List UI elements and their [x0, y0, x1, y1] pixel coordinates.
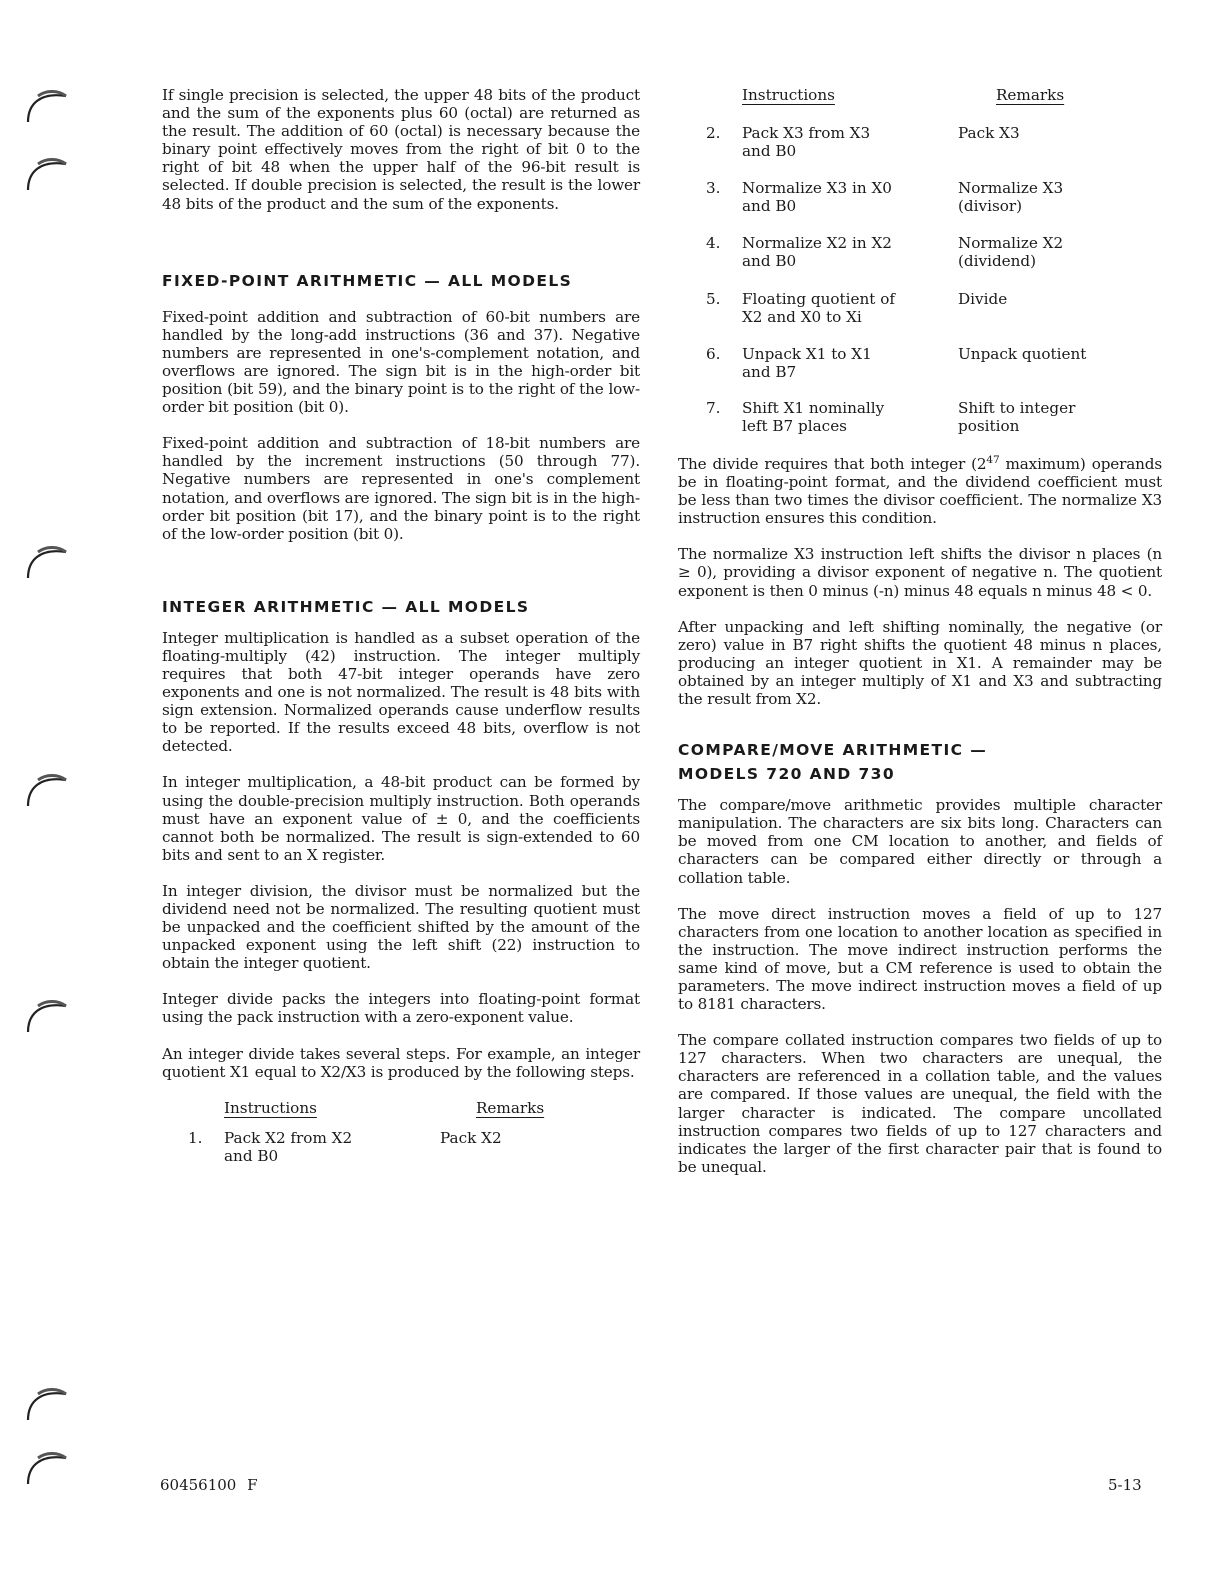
- step-remark: Unpack quotient: [958, 345, 1087, 363]
- document-revision: F: [247, 1476, 258, 1494]
- step-instruction: X2 and X0 to Xi: [742, 308, 862, 327]
- step-remark: Normalize X2: [958, 234, 1064, 252]
- step-number: 4.: [706, 234, 721, 252]
- step-instruction: and B0: [224, 1146, 279, 1165]
- divide-text: The divide requires that both integer (2: [678, 455, 987, 473]
- table-row: [162, 1129, 640, 1169]
- steps-table-part-2: [678, 86, 1162, 455]
- step-instruction: and B0: [742, 197, 797, 216]
- step-remark: Shift to integer: [958, 399, 1076, 417]
- step-number: 7.: [706, 399, 721, 417]
- paragraph-move-direct: The move direct instruction moves a field of up to 127 characters from one location to another location as specified in the instruction. The move indirect instruction performs the same kind of move, but a CM reference is used to obtain the parameters. The move indirect instruction moves a field of up to 8181 characters.: [678, 904, 1162, 1014]
- step-remark: Pack X2: [440, 1128, 502, 1147]
- step-number: 6.: [706, 345, 721, 363]
- paragraph-integer-pack: Integer divide packs the integers into floating-point format using the pack instruction with a zero-exponent value.: [162, 990, 640, 1027]
- left-column: [162, 86, 640, 1169]
- step-instruction: Shift X1 nominally: [742, 399, 885, 417]
- step-instruction: and B7: [742, 363, 797, 382]
- paragraph-single-precision: If single precision is selected, the upper 48 bits of the product and the sum of the exponents plus 60 (octal) are returned as the result. The addition of 60 (octal) is necessary because the binary point effectively moves from the right of bit 0 to the right of bit 48 when the upper half of the 96-bit result is selected. If double precision is selected, the result is the lower 48 bits of the product and the sum of the exponents.: [162, 86, 640, 213]
- paragraph-unpack-shift: After unpacking and left shifting nominally, the negative (or zero) value in B7 right shifts the quotient 48 minus n places, producing an integer quotient in X1. A remainder may be obtained by an integer multiply of X1 and X3 and subtracting the result from X2.: [678, 617, 1162, 709]
- step-instruction: and B0: [742, 142, 797, 161]
- step-remark: Pack X3: [958, 124, 1020, 142]
- table-row: [678, 345, 1162, 399]
- step-remark: (dividend): [958, 252, 1037, 271]
- step-instruction: Pack X2 from X2: [224, 1128, 353, 1147]
- section-heading-integer: INTEGER ARITHMETIC — ALL MODELS: [162, 597, 530, 616]
- table-row: [678, 399, 1162, 455]
- steps-table-part-1: [162, 1099, 640, 1169]
- heading-line: COMPARE/MOVE ARITHMETIC —: [678, 741, 988, 760]
- table-header: [162, 1099, 640, 1129]
- paragraph-compare-move: The compare/move arithmetic provides multiple character manipulation. The characters are six bits long. Characters can be moved from one CM location to another, and fields of characters can be compared either directly or through a collation table.: [678, 796, 1162, 887]
- table-header-instructions: Instructions: [742, 86, 835, 104]
- step-instruction: Normalize X2 in X2: [742, 234, 892, 252]
- page-number: 5-13: [1108, 1476, 1142, 1494]
- heading-line: MODELS 720 AND 730: [678, 765, 896, 784]
- step-instruction: Pack X3 from X3: [742, 124, 871, 142]
- table-header-remarks: Remarks: [996, 86, 1065, 104]
- table-row: [678, 124, 1162, 179]
- step-number: 1.: [188, 1128, 203, 1147]
- table-row: [678, 234, 1162, 290]
- section-heading-fixed-point: FIXED-POINT ARITHMETIC — ALL MODELS: [162, 271, 573, 290]
- divide-text: maximum) operands be in floating-point format, and the dividend coefficient must be less than two times the divisor coefficient. The normalize X3 instruction ensures this condition.: [678, 455, 1162, 528]
- paragraph-divide-requirements: [678, 455, 1162, 527]
- table-header-remarks: Remarks: [476, 1098, 545, 1117]
- paragraph-compare-collated: The compare collated instruction compares two fields of up to 127 characters. When two characters are unequal, the characters are referenced in a collation table, and the values are compared. If those values are unequal, the field with the larger character is indicated. The compare uncollated instruction compares two fields of up to 127 characters and indicates the larger of the first character pair that is found to be unequal.: [678, 1031, 1162, 1176]
- step-remark: Divide: [958, 290, 1008, 308]
- step-remark: position: [958, 417, 1020, 436]
- step-instruction: Floating quotient of: [742, 290, 895, 308]
- step-instruction: Unpack X1 to X1: [742, 345, 872, 363]
- paragraph-integer-multiplication: Integer multiplication is handled as a subset operation of the floating-multiply (42) instruction. The integer multiply requires that both 47-bit integer operands have zero exponents and one is not normalized. The result is 48 bits with sign extension. Normalized operands cause underflow results to be reported. If the results exceed 48 bits, overflow is not detected.: [162, 628, 640, 756]
- step-instruction: and B0: [742, 252, 797, 271]
- paragraph-integer-steps: An integer divide takes several steps. For example, an integer quotient X1 equal to X2/X3 is produced by the following steps.: [162, 1044, 640, 1081]
- table-row: [678, 290, 1162, 345]
- binder-hole-icon: [24, 766, 72, 814]
- section-heading-compare-move: [678, 738, 1162, 786]
- step-instruction: left B7 places: [742, 417, 847, 436]
- step-number: 2.: [706, 124, 721, 142]
- binder-hole-icon: [24, 538, 72, 586]
- binder-hole-icon: [24, 1380, 72, 1428]
- step-number: 5.: [706, 290, 721, 308]
- document-number: 60456100: [160, 1476, 237, 1494]
- step-number: 3.: [706, 179, 721, 197]
- paragraph-fixed-point-60-bit: Fixed-point addition and subtraction of 60-bit numbers are handled by the long-add instructions (36 and 37). Negative numbers are represented in one's-complement notation, and overflows are ignored. The sign bit is in the high-order bit position (bit 59), and the binary point is to the right of the low-order bit position (bit 0).: [162, 307, 640, 417]
- exponent-superscript: 47: [986, 453, 1000, 466]
- step-instruction: Normalize X3 in X0: [742, 179, 892, 197]
- step-remark: (divisor): [958, 197, 1023, 216]
- right-column: [678, 86, 1162, 1176]
- paragraph-integer-double-precision: In integer multiplication, a 48-bit product can be formed by using the double-precision multiply instruction. Both operands must have an exponent value of ± 0, and the coefficients cannot both be normalized. The result is sign-extended to 60 bits and sent to an X register.: [162, 773, 640, 864]
- paragraph-fixed-point-18-bit: Fixed-point addition and subtraction of 18-bit numbers are handled by the increment instructions (50 through 77). Negative numbers are represented in one's complement notation, and overflows are ignored. The sign bit is in the high-order bit position (bit 17), and the binary point is to the right of the low-order position (bit 0).: [162, 434, 640, 543]
- table-header-instructions: Instructions: [224, 1098, 317, 1117]
- binder-hole-icon: [24, 1444, 72, 1492]
- binder-hole-icon: [24, 82, 72, 130]
- step-remark: Normalize X3: [958, 179, 1064, 197]
- binder-hole-icon: [24, 150, 72, 198]
- footer-doc-id: [160, 1476, 258, 1494]
- paragraph-normalize-x3: The normalize X3 instruction left shifts the divisor n places (n ≥ 0), providing a divisor exponent of negative n. The quotient exponent is then 0 minus (-n) minus 48 equals n minus 48 < 0.: [678, 545, 1162, 600]
- table-header: [678, 86, 1162, 124]
- binder-hole-icon: [24, 992, 72, 1040]
- paragraph-integer-division: In integer division, the divisor must be normalized but the dividend need not be normalized. The resulting quotient must be unpacked and the coefficient shifted by the amount of the unpacked exponent using the left shift (22) instruction to obtain the integer quotient.: [162, 881, 640, 973]
- table-row: [678, 179, 1162, 234]
